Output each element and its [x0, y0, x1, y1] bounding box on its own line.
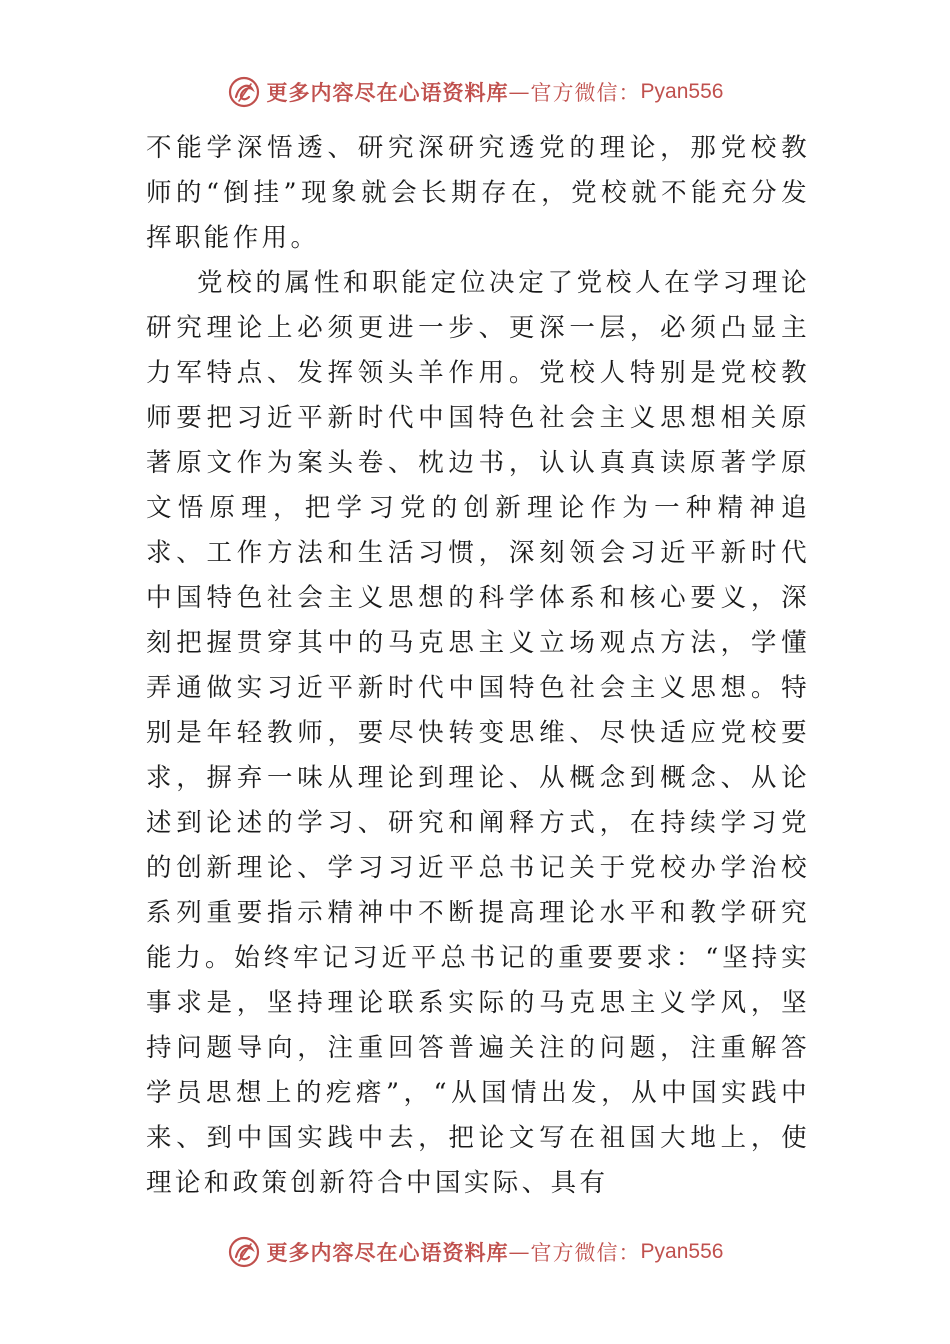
- banner-dash: —: [508, 80, 531, 104]
- banner-main-text: 更多内容尽在心语资料库: [266, 1240, 509, 1265]
- banner-label: 官方微信：: [530, 81, 641, 105]
- banner-main-text: 更多内容尽在心语资料库: [266, 80, 509, 105]
- swirl-logo-icon: [227, 75, 261, 109]
- document-body: [146, 126, 810, 1206]
- swirl-logo-icon: [227, 1235, 261, 1269]
- banner-wechat-id: Pyan556: [640, 1240, 724, 1263]
- banner-wechat-id: Pyan556: [640, 80, 724, 103]
- page-header-banner: [0, 72, 950, 112]
- banner-dash: —: [508, 1240, 531, 1264]
- banner-label: 官方微信：: [530, 1241, 641, 1265]
- paragraph-continued: 不能学深悟透、研究深研究透党的理论，那党校教师的“倒挂”现象就会长期存在，党校就不能充分发挥职能作用。: [146, 133, 810, 253]
- page-footer-banner: [0, 1232, 950, 1272]
- paragraph-party-school: 党校的属性和职能定位决定了党校人在学习理论研究理论上必须更进一步、更深一层，必须凸显主力军特点、发挥领头羊作用。党校人特别是党校教师要把习近平新时代中国特色社会主义思想相关原著原文作为案头卷、枕边书，认认真真读原著学原文悟原理，把学习党的创新理论作为一种精神追求、工作方法和生活习惯，深刻领会习近平新时代中国特色社会主义思想的科学体系和核心要义，深刻把握贯穿其中的马克思主义立场观点方法，学懂弄通做实习近平新时代中国特色社会主义思想。特别是年轻教师，要尽快转变思维、尽快适应党校要求，摒弃一味从理论到理论、从概念到概念、从论述到论述的学习、研究和阐释方式，在持续学习党的创新理论、学习习近平总书记关于党校办学治校系列重要指示精神中不断提高理论水平和教学研究能力。始终牢记习近平总书记的重要要求：“坚持实事求是，坚持理论联系实际的马克思主义学风，坚持问题导向，注重回答普遍关注的问题，注重解答学员思想上的疙瘩”，“从国情出发，从中国实践中来、到中国实践中去，把论文写在祖国大地上，使理论和政策创新符合中国实际、具有: [146, 268, 810, 1198]
